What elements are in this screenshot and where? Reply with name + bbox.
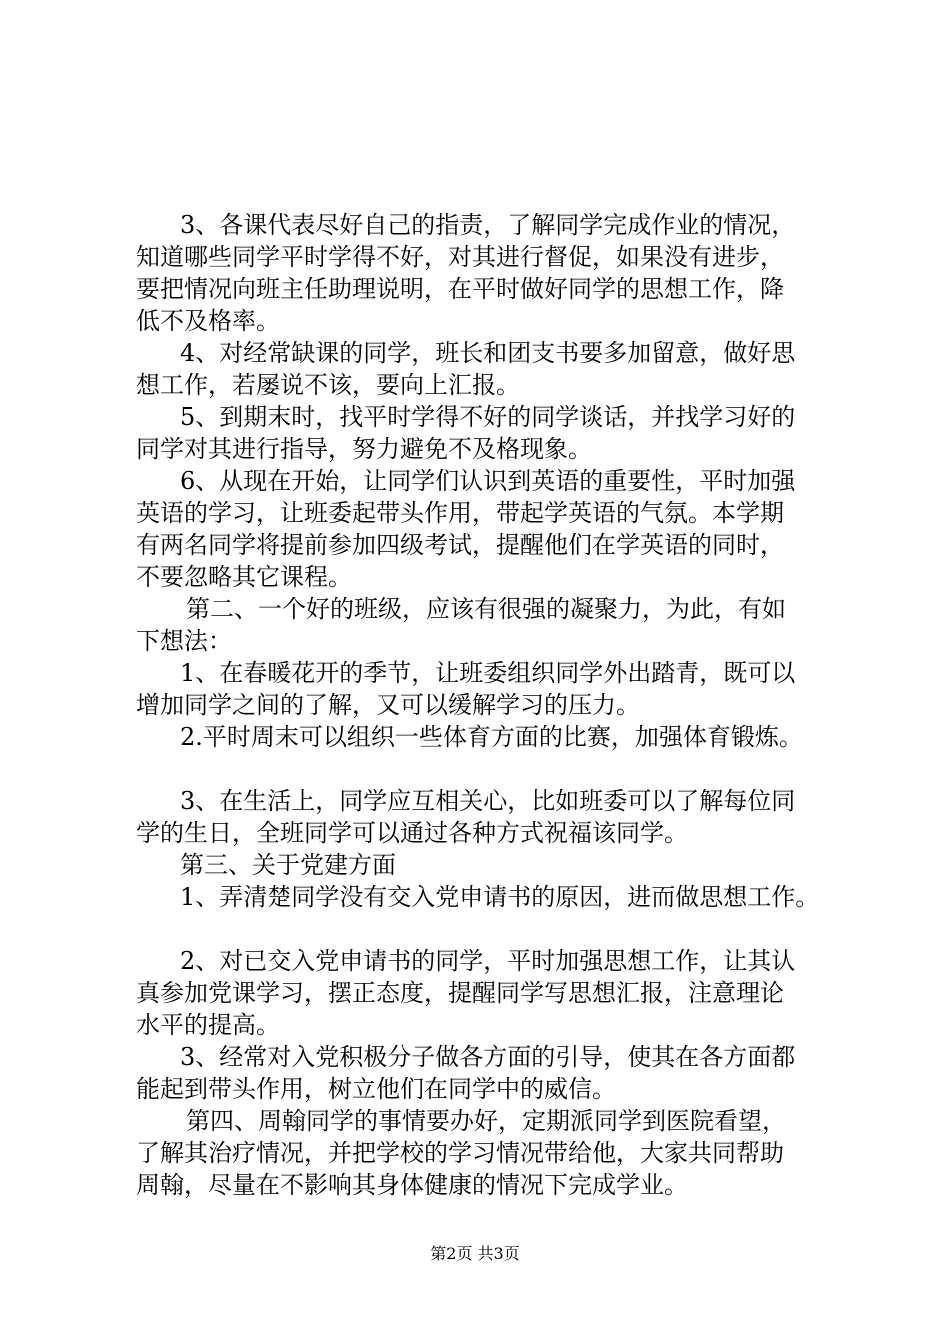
paragraph-line: 要把情况向班主任助理说明，在平时做好同学的思想工作，降 — [136, 275, 784, 303]
paragraph-line: 了解其治疗情况，并把学校的学习情况带给他，大家共同帮助 — [136, 1139, 784, 1167]
paragraph-line: 同学对其进行指导，努力避免不及格现象。 — [136, 435, 592, 463]
paragraph-line: 英语的学习，让班委起带头作用，带起学英语的气氛。本学期 — [136, 499, 784, 527]
paragraph-line: 下想法： — [136, 627, 232, 655]
paragraph-line: 3、经常对入党积极分子做各方面的引导，使其在各方面都 — [180, 1043, 796, 1071]
paragraph-line: 6、从现在开始，让同学们认识到英语的重要性，平时加强 — [180, 467, 796, 495]
paragraph-line: 5、到期末时，找平时学得不好的同学谈话，并找学习好的 — [180, 403, 796, 431]
paragraph-line: 想工作，若屡说不该，要向上汇报。 — [136, 371, 520, 399]
paragraph-line: 增加同学之间的了解，又可以缓解学习的压力。 — [136, 691, 640, 719]
section-heading-line: 第三、关于党建方面 — [180, 851, 396, 879]
paragraph-line: 3、各课代表尽好自己的指责，了解同学完成作业的情况， — [180, 211, 796, 239]
paragraph-line: 2、对已交入党申请书的同学，平时加强思想工作，让其认 — [180, 947, 796, 975]
paragraph-line: 学的生日，全班同学可以通过各种方式祝福该同学。 — [136, 819, 688, 847]
paragraph-line: 水平的提高。 — [136, 1011, 280, 1039]
paragraph-line: 能起到带头作用，树立他们在同学中的威信。 — [136, 1075, 616, 1103]
paragraph-line: 不要忽略其它课程。 — [136, 563, 352, 591]
paragraph-line: 1、弄清楚同学没有交入党申请书的原因，进而做思想工作。 — [180, 883, 820, 911]
section-heading-line: 第二、一个好的班级，应该有很强的凝聚力，为此，有如 — [186, 595, 786, 623]
section-heading-line: 第四、周翰同学的事情要办好，定期派同学到医院看望， — [186, 1107, 786, 1135]
paragraph-line: 1、在春暖花开的季节，让班委组织同学外出踏青，既可以 — [180, 659, 796, 687]
paragraph-line: 周翰，尽量在不影响其身体健康的情况下完成学业。 — [136, 1171, 688, 1199]
paragraph-line: 有两名同学将提前参加四级考试，提醒他们在学英语的同时， — [136, 531, 784, 559]
paragraph-line: 4、对经常缺课的同学，班长和团支书要多加留意，做好思 — [180, 339, 796, 367]
paragraph-line: 2.平时周末可以组织一些体育方面的比赛，加强体育锻炼。 — [180, 723, 803, 751]
paragraph-line: 真参加党课学习，摆正态度，提醒同学写思想汇报，注意理论 — [136, 979, 784, 1007]
page-number-footer: 第2页 共3页 — [430, 1244, 520, 1263]
paragraph-line: 知道哪些同学平时学得不好，对其进行督促，如果没有进步， — [136, 243, 784, 271]
paragraph-line: 3、在生活上，同学应互相关心，比如班委可以了解每位同 — [180, 787, 796, 815]
paragraph-line: 低不及格率。 — [136, 307, 280, 335]
